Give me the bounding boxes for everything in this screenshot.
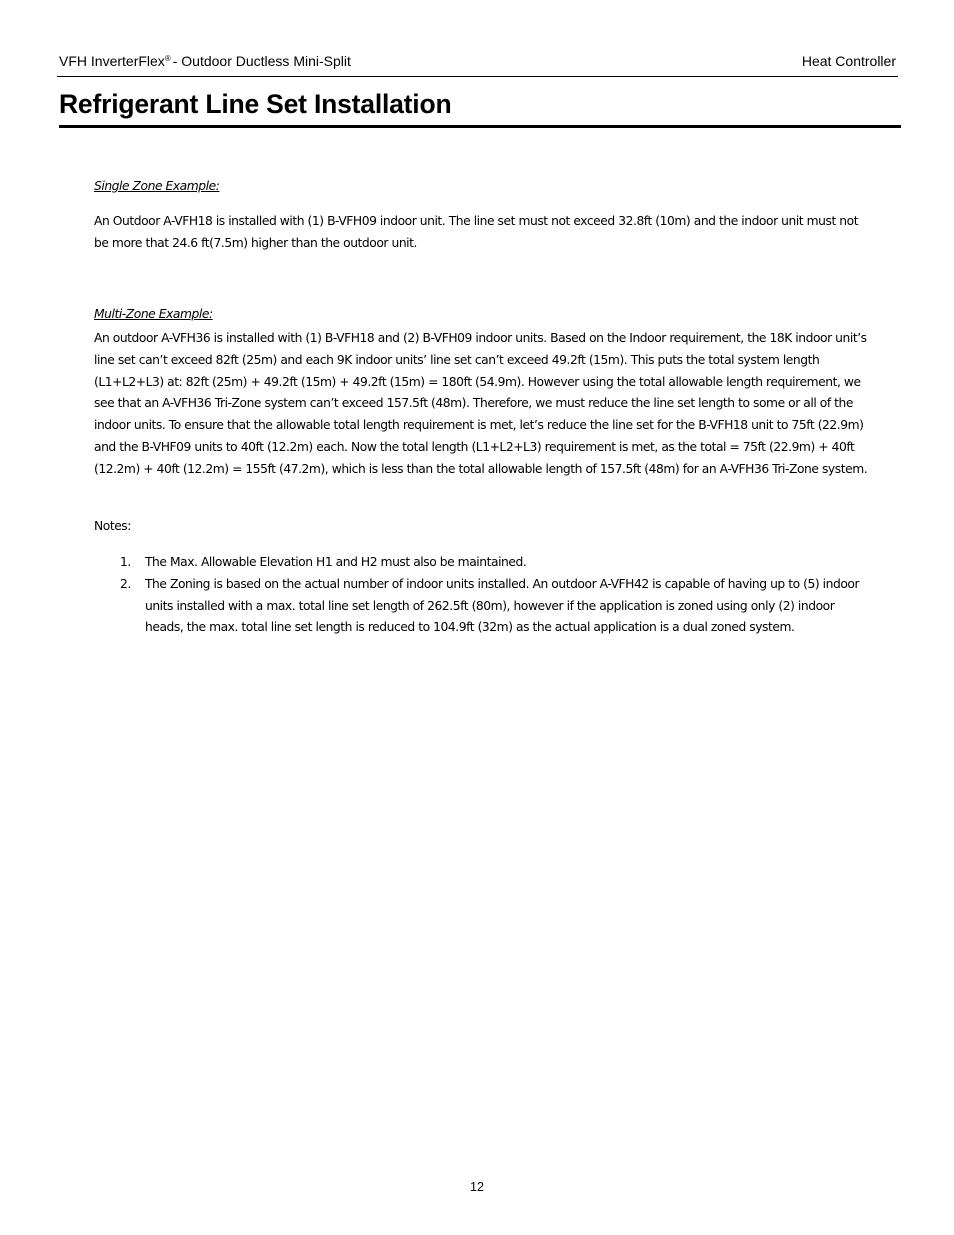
notes-section xyxy=(94,552,869,639)
header-brand: Heat Controller xyxy=(801,53,896,69)
notes-list xyxy=(94,552,869,639)
notes-label: Notes: xyxy=(94,519,131,533)
page-number: 12 xyxy=(470,1180,484,1194)
multi-zone-heading-block xyxy=(94,304,869,326)
list-item-text: The Zoning is based on the actual number of indoor units installed. An outdoor A-VFH42 is capable of having up to (5) indoor units installed with a max. total line set length of 262.5ft (80m), however if the application is zoned using only (2) indoor heads, the max. total line set length is reduced to 104.9ft (32m) as the actual application is a dual zoned system. xyxy=(145,576,860,635)
list-item-number: 1. xyxy=(120,555,131,569)
header-product-suffix: - Outdoor Ductless Mini-Split xyxy=(172,53,351,69)
multi-zone-paragraph: An outdoor A-VFH36 is installed with (1) B-VFH18 and (2) B-VFH09 indoor units. Based on the Indoor requirement, the 18K indoor unit’s line set can’t exceed 82ft (25m) and each 9K indoor units’ line set can’t exceed 49.2ft (15m). This puts the total system length (L1+L2+L3) at: 82ft (25m) + 49.2ft (15m) + 49.2ft (15m) = 180ft (54.9m). However using the total allowable length requirement, we see that an A-VFH36 Tri-Zone system can’t exceed 157.5ft (48m). Therefore, we must reduce the line set length to some or all of the indoor units. To ensure that the allowable total length requirement is met, let’s reduce the line set for the B-VFH18 unit to 75ft (22.9m) and the B-VHF09 units to 40ft (12.2m) each. Now the total length (L1+L2+L3) requirement is met, as the total = 75ft (22.9m) + 40ft (12.2m) + 40ft (12.2m) = 155ft (47.2m), which is less than the total allowable length of 157.5ft (48m) for an A-VFH36 Tri-Zone system. xyxy=(94,331,868,476)
single-zone-section xyxy=(94,211,869,255)
page-title: Refrigerant Line Set Installation xyxy=(59,89,452,119)
header-product-text: VFH InverterFlex xyxy=(59,53,165,69)
list-item-text: The Max. Allowable Elevation H1 and H2 must also be maintained. xyxy=(145,555,527,569)
list-item xyxy=(94,552,869,574)
list-item xyxy=(94,574,869,639)
notes-label-block xyxy=(94,516,869,538)
list-item-number: 2. xyxy=(120,576,131,591)
multi-zone-heading: Multi-Zone Example: xyxy=(94,307,213,321)
header-product-name xyxy=(59,53,351,69)
registered-mark: ® xyxy=(164,54,171,63)
single-zone-paragraph: An Outdoor A-VFH18 is installed with (1) B-VFH09 indoor unit. The line set must not exceed 32.8ft (10m) and the indoor unit must not be more that 24.6 ft(7.5m) higher than the outdoor unit. xyxy=(94,214,859,250)
single-zone-heading-block xyxy=(94,176,869,198)
title-divider xyxy=(59,125,901,128)
single-zone-heading: Single Zone Example: xyxy=(94,179,220,193)
header-divider xyxy=(57,76,898,77)
multi-zone-section xyxy=(94,328,869,481)
